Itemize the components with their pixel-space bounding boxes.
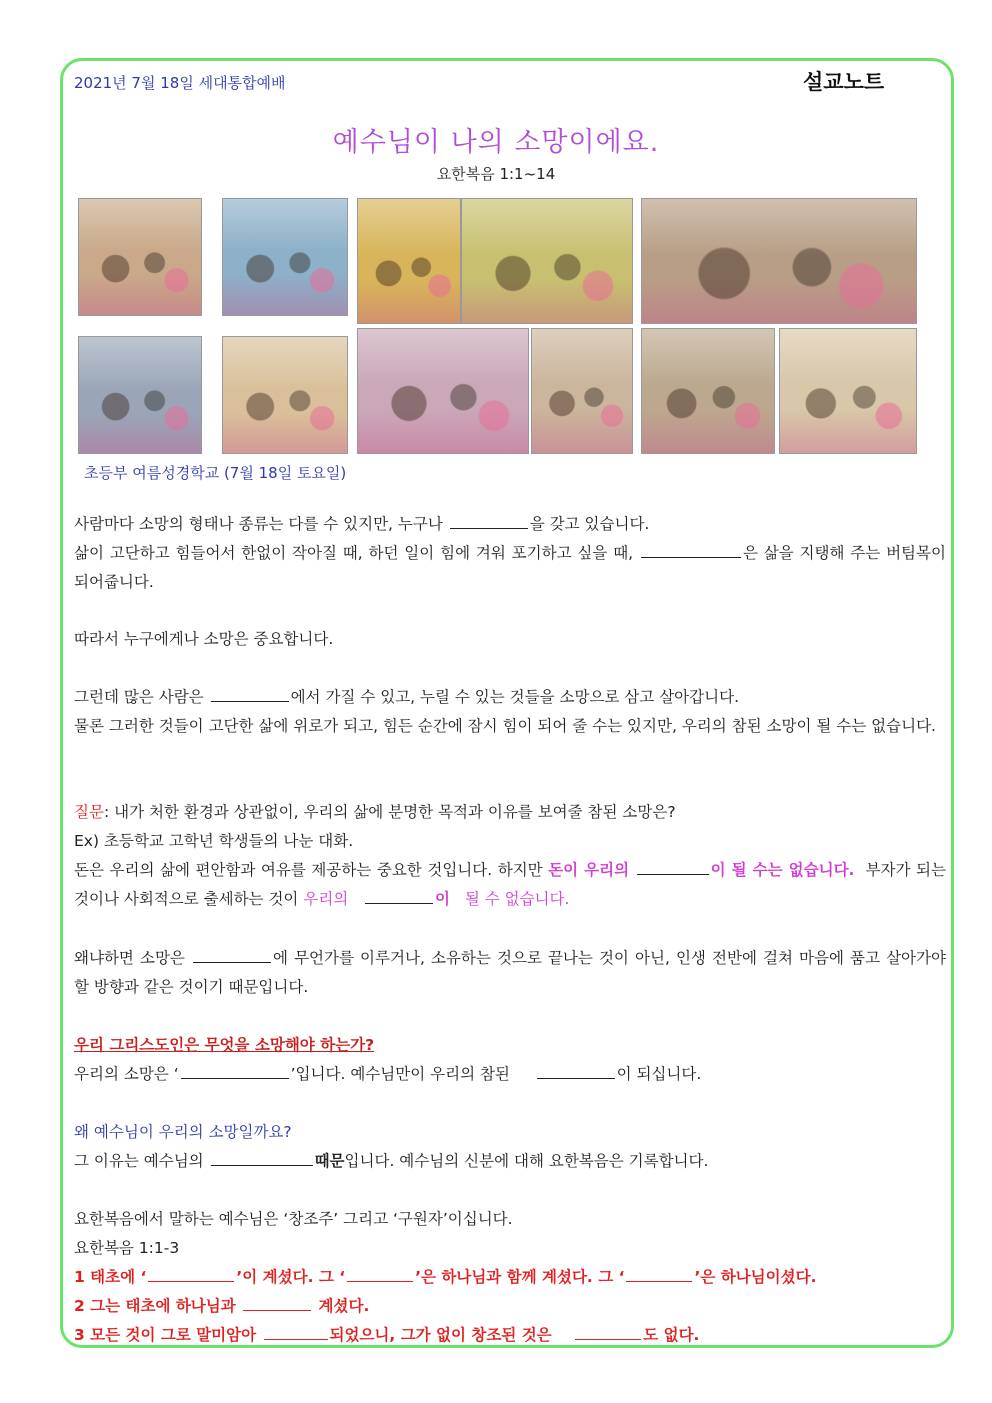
verse-2 <box>74 1297 369 1315</box>
text-span: 3 모든 것이 그로 말미암아 <box>74 1326 257 1344</box>
text-span: 우리의 소망은 ‘ <box>74 1065 179 1083</box>
emphasis-text: 이 <box>435 890 451 908</box>
fill-in-blank[interactable] <box>450 512 528 529</box>
section-heading: 우리 그리스도인은 무엇을 소망해야 하는가? <box>74 1036 375 1054</box>
fill-in-blank[interactable] <box>347 1265 413 1282</box>
collage-photo <box>531 328 633 454</box>
collage-photo <box>222 198 348 316</box>
verse-3 <box>74 1326 699 1344</box>
fill-in-blank[interactable] <box>243 1294 311 1311</box>
text-span: 되었으니, 그가 없이 창조된 것은 <box>329 1326 552 1344</box>
collage-photo <box>641 328 775 454</box>
text-span: 물론 그러한 것들이 고단한 삶에 위로가 되고, 힘든 순간에 잠시 힘이 되어 줄 수는 있지만, 우리의 참된 소망이 될 수는 없습니다. <box>74 717 936 735</box>
text-span: 을 갖고 있습니다. <box>529 515 650 533</box>
text-span: 에 무언가를 이루거나, 소유하는 것으로 끝나는 것이 아닌, 인생 전반에 걸쳐 마음에 품고 살아가야 할 방향과 같은 것이기 때문입니다. <box>74 949 946 996</box>
text-span: ’입니다. 예수님만이 우리의 참된 <box>290 1065 510 1083</box>
collage-photo <box>357 198 461 324</box>
service-date: 2021년 7월 18일 세대통합예배 <box>74 74 286 92</box>
section-christian-hope <box>74 1031 946 1089</box>
text-span: 계셨다. <box>318 1297 370 1315</box>
collage-photo <box>461 198 633 324</box>
example-text: Ex) 초등학교 고학년 학생들의 나눈 대화. <box>74 832 354 850</box>
text-span: 그런데 많은 사람은 <box>74 688 204 706</box>
text-span: 사람마다 소망의 형태나 종류는 다를 수 있지만, 누구나 <box>74 515 443 533</box>
text-span: ’은 하나님과 함께 계셨다. 그 ‘ <box>415 1268 625 1286</box>
text-span: 입니다. 예수님의 신분에 대해 요한복음은 기록합니다. <box>344 1152 709 1170</box>
collage-photo <box>78 336 202 454</box>
paragraph-question <box>74 798 946 914</box>
emphasis-text: 될 수 없습니다. <box>464 890 570 908</box>
fill-in-blank[interactable] <box>641 541 741 558</box>
collage-photo <box>78 198 202 316</box>
section-scripture <box>74 1205 946 1350</box>
fill-in-blank[interactable] <box>148 1265 234 1282</box>
text-span: 부자가 되는 것이나 사회적으로 출세하는 것이 <box>74 861 946 908</box>
fill-in-blank[interactable] <box>211 685 289 702</box>
paragraph-hope-intro <box>74 510 946 597</box>
verse-1 <box>74 1268 816 1286</box>
section-heading: 왜 예수님이 우리의 소망일까요? <box>74 1123 292 1141</box>
emphasis-text: 돈이 우리의 <box>548 861 630 879</box>
emphasis-text: 때문 <box>314 1152 345 1170</box>
fill-in-blank[interactable] <box>193 946 271 963</box>
paragraph-reason <box>74 944 946 1002</box>
scripture-reference: 요한복음 1:1~14 <box>436 165 556 183</box>
verse-reference: 요한복음 1:1-3 <box>74 1239 180 1257</box>
section-why-jesus <box>74 1118 946 1176</box>
text-span: 왜냐하면 소망은 <box>74 949 185 967</box>
paragraph-worldly-hope <box>74 683 946 741</box>
fill-in-blank[interactable] <box>181 1062 289 1079</box>
fill-in-blank[interactable] <box>264 1323 328 1340</box>
text-span: 1 태초에 ‘ <box>74 1268 147 1286</box>
emphasis-text: 우리의 <box>303 890 349 908</box>
text-span: 에서 가질 수 있고, 누릴 수 있는 것들을 소망으로 삼고 살아갑니다. <box>290 688 740 706</box>
text-span: : 내가 처한 환경과 상관없이, 우리의 삶에 분명한 목적과 이유를 보여줄 참된 소망은? <box>103 803 676 821</box>
collage-photo <box>357 328 529 454</box>
text-span: 그 이유는 예수님의 <box>74 1152 204 1170</box>
note-label: 설교노트 <box>803 70 885 94</box>
collage-photo <box>779 328 917 454</box>
text-span: 이 되십니다. <box>616 1065 702 1083</box>
fill-in-blank[interactable] <box>637 858 709 875</box>
photo-caption: 초등부 여름성경학교 (7월 18일 토요일) <box>84 464 347 482</box>
fill-in-blank[interactable] <box>537 1062 615 1079</box>
text-span: 은 삶을 지탱해 주는 버팀목이 되어줍니다. <box>74 544 946 591</box>
text-span: ’이 계셨다. 그 ‘ <box>236 1268 346 1286</box>
text-span: 도 없다. <box>643 1326 700 1344</box>
text-span: 요한복음에서 말하는 예수님은 ‘창조주’ 그리고 ‘구원자’이십니다. <box>74 1210 513 1228</box>
text-span: 2 그는 태초에 하나님과 <box>74 1297 236 1315</box>
text-span: 돈은 우리의 삶에 편안함과 여유를 제공하는 중요한 것입니다. 하지만 <box>74 861 543 879</box>
fill-in-blank[interactable] <box>626 1265 692 1282</box>
text-span: ’은 하나님이셨다. <box>694 1268 817 1286</box>
question-label: 질문 <box>74 803 104 821</box>
text-span: 삶이 고단하고 힘들어서 한없이 작아질 때, 하던 일이 힘에 겨워 포기하고 싶을 때, <box>74 544 634 562</box>
fill-in-blank[interactable] <box>575 1323 641 1340</box>
collage-photo <box>222 336 348 454</box>
paragraph-importance: 따라서 누구에게나 소망은 중요합니다. <box>74 630 334 648</box>
emphasis-text: 이 될 수는 없습니다. <box>710 861 855 879</box>
collage-photo <box>641 198 917 324</box>
sermon-title: 예수님이 나의 소망이에요. <box>332 127 660 158</box>
fill-in-blank[interactable] <box>211 1149 313 1166</box>
fill-in-blank[interactable] <box>365 887 433 904</box>
